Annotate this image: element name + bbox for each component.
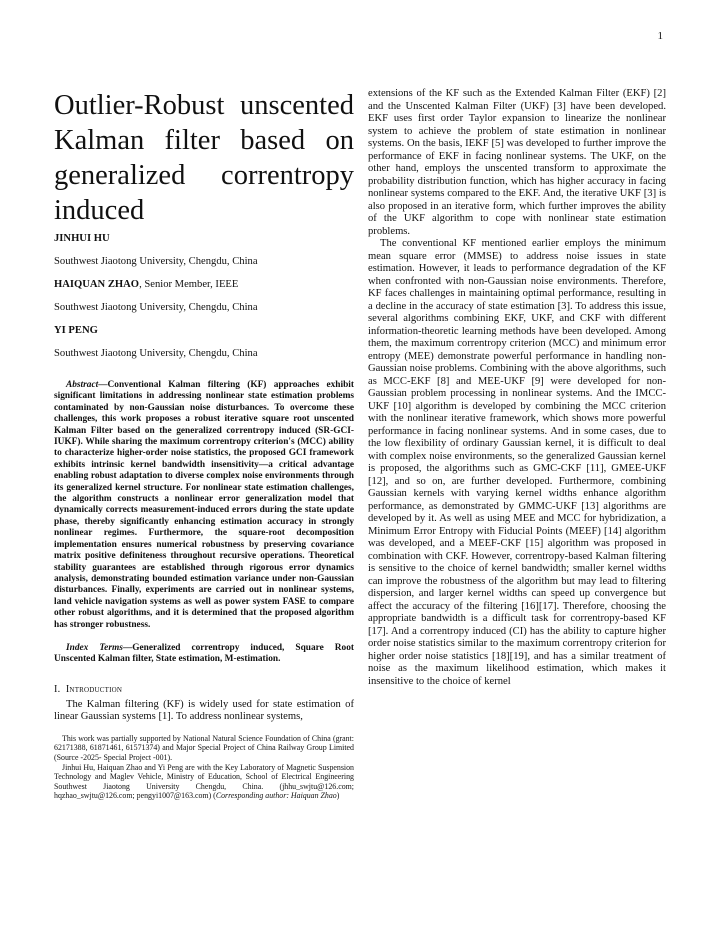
affiliation-note: Jinhui Hu, Haiquan Zhao and Yi Peng are with the Key Laboratory of Magnetic Suspension Technology and Maglev Vehicle, Ministry of Education, School of Electrical Engineering Southwest Jiaotong University Chengdu, China. (jhhu_swjtu@126.com; hqzhao_swjtu@126.com; pengyi1007@163.com) (Corresponding author: Haiquan Zhao) — [54, 762, 354, 801]
abstract — [54, 380, 354, 631]
author-name: YI PENG — [54, 325, 98, 336]
page-number: 1 — [657, 30, 663, 42]
index-terms — [54, 643, 354, 666]
footnote — [54, 734, 354, 801]
index-terms-label: Index Terms — [66, 642, 123, 653]
section-heading-introduction: I. Introduction — [54, 683, 123, 695]
author-block-3 — [54, 324, 354, 360]
author-block-2 — [54, 278, 354, 314]
author-name: HAIQUAN ZHAO, Senior Member, IEEE — [54, 279, 239, 290]
author-name: JINHUI HU — [54, 233, 110, 244]
intro-paragraph: The Kalman filtering (KF) is widely used for state estimation of linear Gaussian systems [1]. To address nonlinear systems, — [54, 698, 354, 723]
author-affiliation: Southwest Jiaotong University, Chengdu, China — [54, 348, 258, 359]
right-column — [368, 88, 666, 688]
left-column — [54, 88, 354, 801]
body-paragraph-1: extensions of the KF such as the Extended Kalman Filter (EKF) [2] and the Unscented Kalman Filter (UKF) [3] have been developed. EKF uses first order Taylor expansion to linearize the nonlinear system to achieve the problem of state estimation in nonlinear systems. On the basis, IEKF [5] was developed to further improve the performance of EKF in facing nonlinear systems. The UKF, on the other hand, employs the unscented transform to approximate the probability distribution function, which has higher accuracy in facing nonlinear systems compared to the EKF. And, the iterative UKF [3] is also proposed in an iterative form, which further improves the ability of the UKF algorithm to cope with nonlinear state estimation problems. — [368, 88, 666, 237]
author-block-1 — [54, 232, 354, 268]
index-terms-text: —Generalized correntropy induced, Square Root Unscented Kalman filter, State estimation, M-estimation. — [54, 642, 354, 665]
author-affiliation: Southwest Jiaotong University, Chengdu, China — [54, 256, 258, 267]
author-affiliation: Southwest Jiaotong University, Chengdu, China — [54, 302, 258, 313]
body-paragraph-2: The conventional KF mentioned earlier employs the minimum mean square error (MMSE) to address noise issues in state estimation. However, it leads to performance degradation of the KF when confronted with non-Gaussian noise environments. Therefore, KF faces challenges in maintaining optimal performance, resulting in a decline in the accuracy of state estimation [3]. To address this issue, several algorithms combining EKF, UKF, and CKF with different information-theoretic learning methods have been developed. Among them, the maximum correntropy criterion (MCC) and minimum error entropy (MEE) demonstrate powerful performance in handling non-Gaussian noise problems. Combining with the above algorithms, such as MCC-EKF [8] and MEE-UKF [9] were developed for non-Gaussian problem processing in nonlinear systems. And the IMCC-UKF [10] algorithm is developed by combining the MCC criterion with the nonlinear iterative framework, which shows more powerful performance in facing nonlinear systems. And in some cases, due to the low flexibility of ordinary Gaussian kernel, it is difficult to deal with complex noise environments, so the generalized Gaussian kernel is proposed, the algorithms such as GMC-CKF [11], GMEE-UKF [12], and so on, are further developed. Furthermore, combining Gaussian kernels with varying kernel widths enhance algorithm performance, as demonstrated by GMMC-UKF [13] algorithms are developed by it. As well as using MEE and MCC for hybridization, a Minimum Error Entropy with Fiducial Points (MEEF) [14] algorithm was developed, and a MEEF-CKF [15] algorithm was proposed in combination with CKF. However, correntropy-based Kalman filtering is sensitive to the choice of kernel bandwidth; smaller kernel widths can improve the robustness of the algorithm but may lead to filtering dispersion, and larger kernel widths can speed up convergence but affect the accuracy of the filtering [16][17]. Therefore, choosing the appropriate bandwidth is a difficult task for correntropy-based KF [17]. And a correntropy induced (CI) has the ability to capture higher order noise statistics similar to the maximum correntropy criterion for higher order noise statistics [18][19], and has a similar treatment of noise as the maximum likelihood estimation, which makes it insensitive to the choice of kernel — [368, 238, 666, 687]
funding-note: This work was partially supported by National Natural Science Foundation of China (grant: 62171388, 61871461, 61571374) and Major Special Project of China Railway Group Limited (Source -2025- Special Project -001). — [54, 733, 354, 762]
paper-title: Outlier-Robust unscented Kalman filter based on generalized correntropy induced — [54, 90, 354, 226]
abstract-text: —Conventional Kalman filtering (KF) approaches exhibit significant limitations in addressing nonlinear state estimation problems contaminated by non-Gaussian noise disturbances. To overcome these challenges, this work proposes a robust iterative square root unscented Kalman Filter based on the generalized correntropy induced (SR-GCI-IUKF). While sharing the maximum correntropy criterion's (MCC) ability to characterize higher-order noise statistics, the proposed GCI framework exhibits intrinsic kernel bandwidth insensitivity—a critical advantage enabling robust adaptation to diverse complex noise environments through its generalized kernel structure. For nonlinear state estimation challenges, the algorithm constructs a nonlinear error generalization model that dynamically corrects measurement-induced errors during the state update phase, thereby significantly enhancing estimation accuracy in strongly nonlinear regimes. Furthermore, the square-root decomposition implementation ensures numerical robustness by preserving covariance matrix positive definiteness throughout recursive operations. Theoretical stability guarantees are established through rigorous error dynamics analysis, demonstrating bounded estimation variance under non-Gaussian disturbances. Finally, experiments are carried out in nonlinear systems, land vehicle navigation systems as well as power system FASE to compare other robust algorithms, and it is determined that the proposed algorithm has stronger robustness. — [54, 380, 354, 630]
abstract-label: Abstract — [66, 380, 99, 390]
